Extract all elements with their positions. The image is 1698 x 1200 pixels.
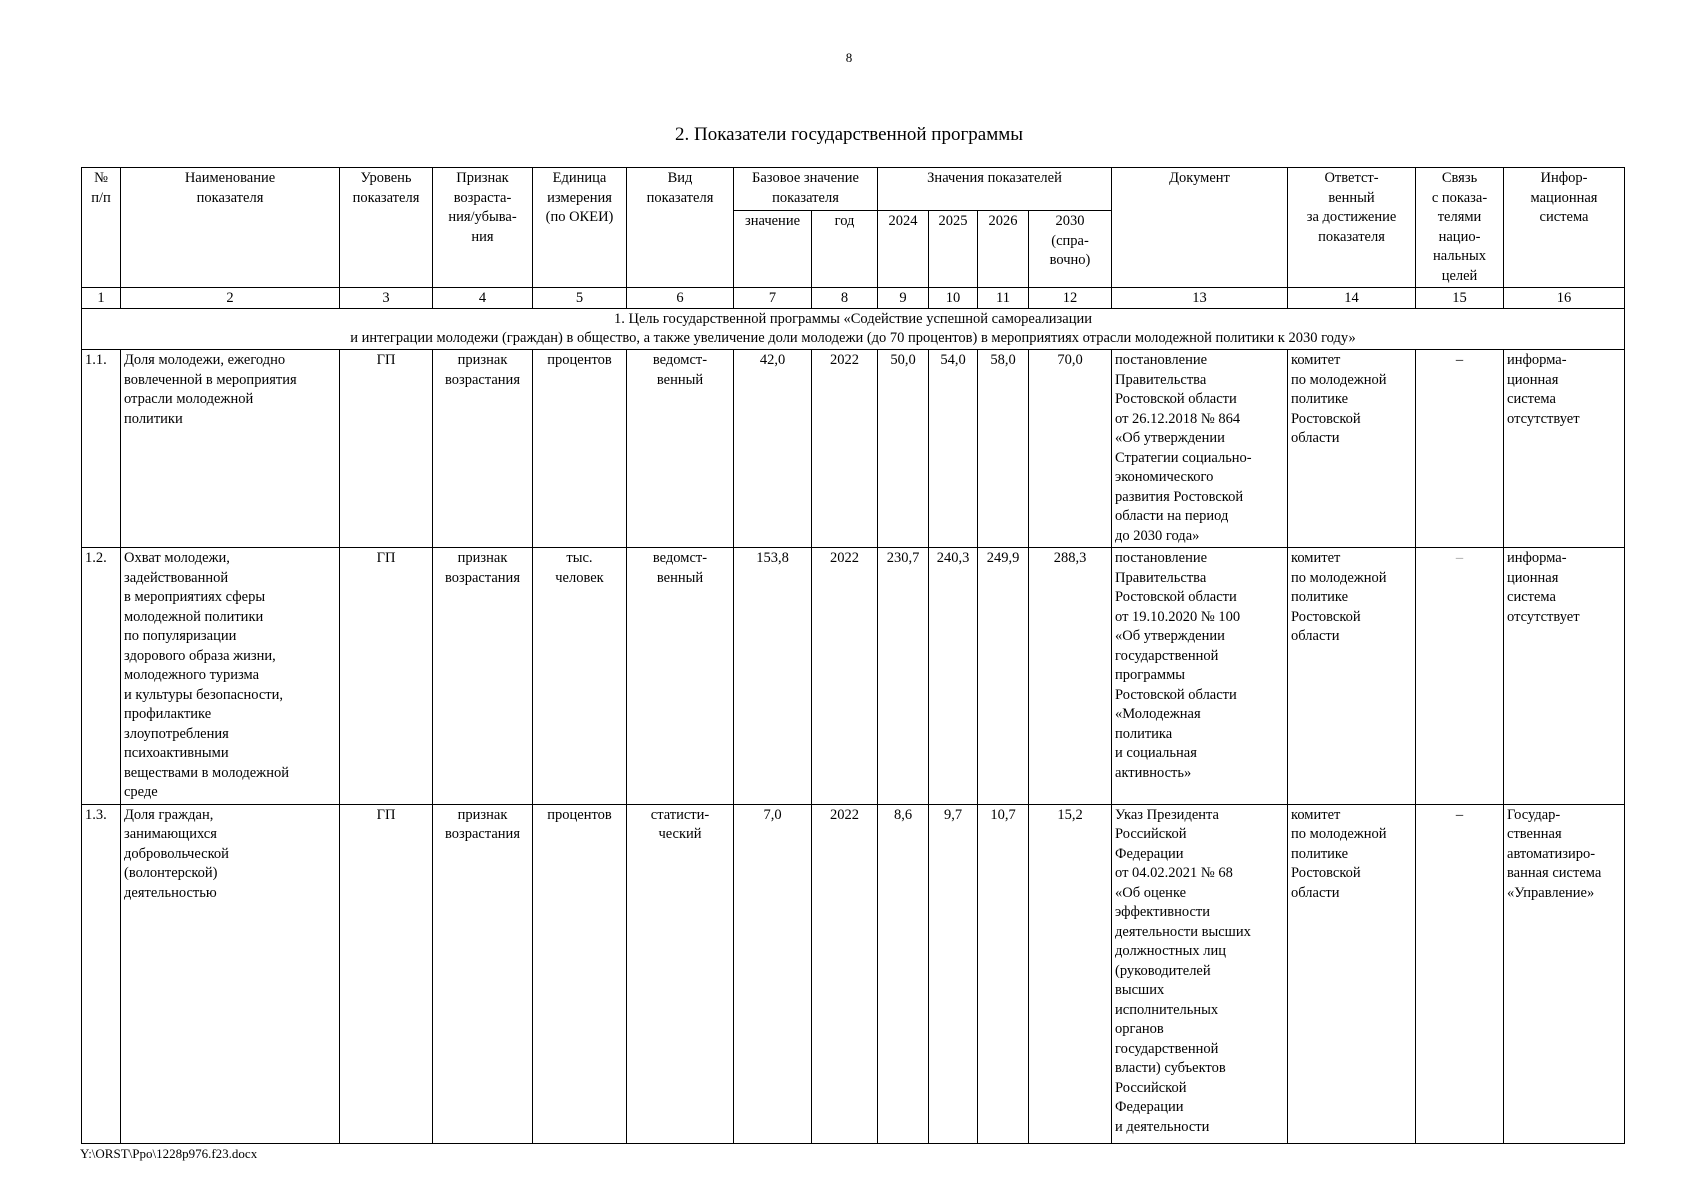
column-number: 2	[121, 288, 340, 309]
column-number: 6	[627, 288, 734, 309]
header-2025: 2025	[929, 211, 978, 288]
indicator-sign: признак возрастания	[433, 548, 533, 805]
header-no: № п/п	[82, 168, 121, 288]
table-row	[82, 350, 1625, 548]
base-value: 42,0	[734, 350, 812, 548]
row-number: 1.1.	[82, 350, 121, 548]
table-row	[82, 804, 1625, 1143]
header-2030: 2030 (спра- вочно)	[1029, 211, 1112, 288]
indicator-unit: процентов	[533, 350, 627, 548]
header-base-year: год	[812, 211, 878, 288]
header-level: Уровень показателя	[340, 168, 433, 288]
column-number: 16	[1504, 288, 1625, 309]
page-number: 8	[845, 50, 853, 65]
value-2030: 70,0	[1029, 350, 1112, 548]
goal-text: 1. Цель государственной программы «Содействие успешной самореализации и интеграции молодежи (граждан) в общество, а также увеличение доли молодежи (до 70 процентов) в мероприятиях отрасли молодежной политики к 2030 году»	[82, 309, 1625, 350]
base-year: 2022	[812, 804, 878, 1143]
document-reference: Указ Президента Российской Федерации от 04.02.2021 № 68 «Об оценке эффективности деятельности высших должностных лиц (руководителей высших исполнительных органов государственной власти) субъектов Российской Федерации и деятельности	[1112, 804, 1288, 1143]
column-number: 7	[734, 288, 812, 309]
header-document: Документ	[1112, 168, 1288, 288]
value-2026: 249,9	[978, 548, 1029, 805]
header-row-1	[82, 168, 1625, 211]
indicator-unit: процентов	[533, 804, 627, 1143]
column-number: 11	[978, 288, 1029, 309]
column-number: 1	[82, 288, 121, 309]
value-2025: 54,0	[929, 350, 978, 548]
row-number: 1.2.	[82, 548, 121, 805]
value-2026: 58,0	[978, 350, 1029, 548]
responsible: комитет по молодежной политике Ростовской области	[1288, 548, 1416, 805]
value-2030: 15,2	[1029, 804, 1112, 1143]
value-2026: 10,7	[978, 804, 1029, 1143]
row-number: 1.3.	[82, 804, 121, 1143]
indicator-level: ГП	[340, 548, 433, 805]
header-base: Базовое значение показателя	[734, 168, 878, 211]
base-year: 2022	[812, 548, 878, 805]
header-2026: 2026	[978, 211, 1029, 288]
responsible: комитет по молодежной политике Ростовской области	[1288, 350, 1416, 548]
value-2024: 230,7	[878, 548, 929, 805]
column-number: 9	[878, 288, 929, 309]
document-title: 2. Показатели государственной программы	[674, 124, 1024, 145]
base-value: 7,0	[734, 804, 812, 1143]
goal-row	[82, 309, 1625, 350]
indicator-unit: тыс. человек	[533, 548, 627, 805]
national-goals-link: –	[1416, 350, 1504, 548]
column-number: 14	[1288, 288, 1416, 309]
value-2024: 8,6	[878, 804, 929, 1143]
header-responsible: Ответст- венный за достижение показателя	[1288, 168, 1416, 288]
header-type: Вид показателя	[627, 168, 734, 288]
information-system: информа- ционная система отсутствует	[1504, 548, 1625, 805]
base-value: 153,8	[734, 548, 812, 805]
indicator-type: ведомст- венный	[627, 350, 734, 548]
indicator-type: статисти- ческий	[627, 804, 734, 1143]
document-reference: постановление Правительства Ростовской области от 19.10.2020 № 100 «Об утверждении государственной программы Ростовской области «Молодежная политика и социальная активность»	[1112, 548, 1288, 805]
file-path-footer: Y:\ORST\Ppo\1228p976.f23.docx	[80, 1146, 258, 1161]
column-number: 8	[812, 288, 878, 309]
indicator-name: Охват молодежи, задействованной в мероприятиях сферы молодежной политики по популяризации здорового образа жизни, молодежного туризма и культуры безопасности, профилактике злоупотребления психоактивными веществами в молодежной среде	[121, 548, 340, 805]
column-number: 15	[1416, 288, 1504, 309]
header-name: Наименование показателя	[121, 168, 340, 288]
column-number: 5	[533, 288, 627, 309]
value-2030: 288,3	[1029, 548, 1112, 805]
column-number: 3	[340, 288, 433, 309]
header-base-value: значение	[734, 211, 812, 288]
value-2025: 9,7	[929, 804, 978, 1143]
indicator-type: ведомст- венный	[627, 548, 734, 805]
indicator-name: Доля граждан, занимающихся добровольческой (волонтерской) деятельностью	[121, 804, 340, 1143]
indicator-name: Доля молодежи, ежегодно вовлеченной в мероприятия отрасли молодежной политики	[121, 350, 340, 548]
header-link: Связь с показа- телями нацио- нальных целей	[1416, 168, 1504, 288]
indicator-level: ГП	[340, 804, 433, 1143]
header-2024: 2024	[878, 211, 929, 288]
header-unit: Единица измерения (по ОКЕИ)	[533, 168, 627, 288]
header-sign: Признак возраста- ния/убыва- ния	[433, 168, 533, 288]
information-system: Государ- ственная автоматизиро- ванная система «Управление»	[1504, 804, 1625, 1143]
header-values: Значения показателей	[878, 168, 1112, 211]
responsible: комитет по молодежной политике Ростовской области	[1288, 804, 1416, 1143]
national-goals-link: –	[1416, 804, 1504, 1143]
value-2025: 240,3	[929, 548, 978, 805]
header-info: Инфор- мационная система	[1504, 168, 1625, 288]
indicators-table	[81, 167, 1625, 1144]
indicator-level: ГП	[340, 350, 433, 548]
information-system: информа- ционная система отсутствует	[1504, 350, 1625, 548]
national-goals-link: –	[1416, 548, 1504, 805]
document-reference: постановление Правительства Ростовской области от 26.12.2018 № 864 «Об утверждении Стратегии социально- экономического развития Ростовской области на период до 2030 года»	[1112, 350, 1288, 548]
column-number: 4	[433, 288, 533, 309]
base-year: 2022	[812, 350, 878, 548]
column-number: 10	[929, 288, 978, 309]
column-numbers-row	[82, 288, 1625, 309]
indicator-sign: признак возрастания	[433, 804, 533, 1143]
table-row	[82, 548, 1625, 805]
indicator-sign: признак возрастания	[433, 350, 533, 548]
value-2024: 50,0	[878, 350, 929, 548]
column-number: 12	[1029, 288, 1112, 309]
column-number: 13	[1112, 288, 1288, 309]
